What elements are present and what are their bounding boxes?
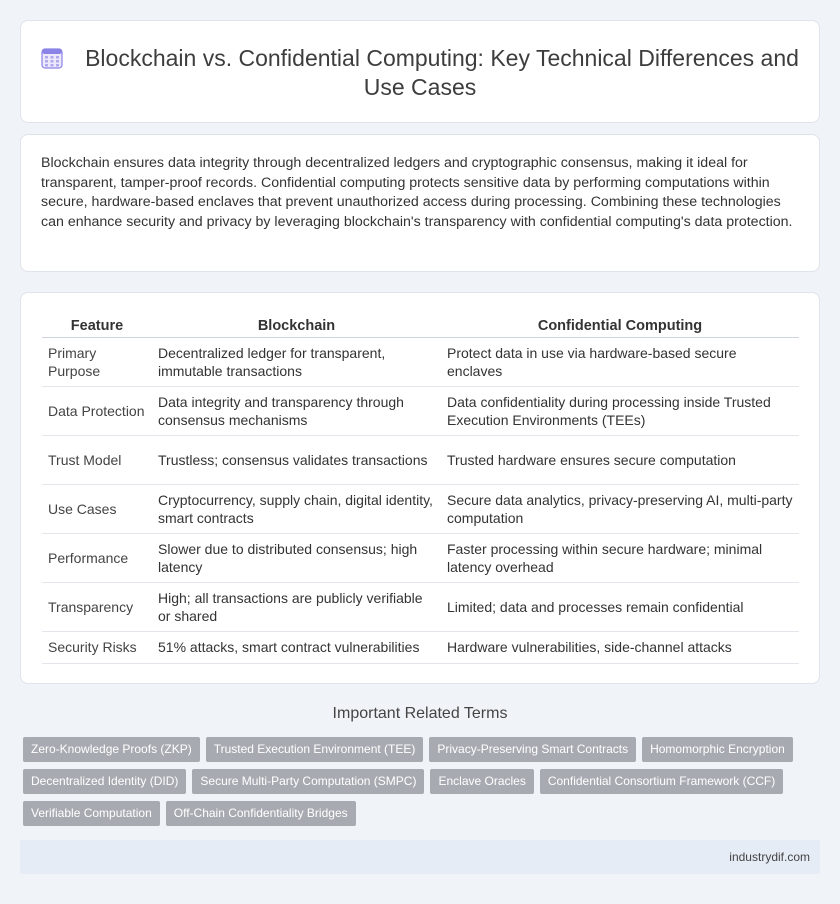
feature-cell: Use Cases — [42, 484, 152, 533]
feature-cell: Trust Model — [42, 435, 152, 484]
related-term-tag[interactable]: Zero-Knowledge Proofs (ZKP) — [23, 737, 200, 762]
header-feature: Feature — [42, 315, 152, 337]
confidential-cell: Hardware vulnerabilities, side-channel attacks — [441, 631, 799, 663]
blockchain-cell: Cryptocurrency, supply chain, digital identity, smart contracts — [152, 484, 441, 533]
feature-cell: Security Risks — [42, 631, 152, 663]
feature-cell: Performance — [42, 533, 152, 582]
footer — [20, 840, 820, 874]
page-title-text: Blockchain vs. Confidential Computing: Key Technical Differences and Use Cases — [85, 45, 799, 100]
table-row — [42, 337, 799, 386]
table-row — [42, 435, 799, 484]
confidential-cell: Protect data in use via hardware-based secure enclaves — [441, 337, 799, 386]
related-terms-list — [23, 737, 813, 833]
table-header-row — [42, 315, 799, 337]
table-row — [42, 582, 799, 631]
comparison-card — [20, 292, 820, 684]
related-term-tag[interactable]: Privacy-Preserving Smart Contracts — [429, 737, 636, 762]
blockchain-cell: Trustless; consensus validates transactions — [152, 435, 441, 484]
intro-card — [20, 134, 820, 272]
blockchain-cell: 51% attacks, smart contract vulnerabilities — [152, 631, 441, 663]
related-term-tag[interactable]: Secure Multi-Party Computation (SMPC) — [192, 769, 424, 794]
confidential-cell: Secure data analytics, privacy-preserving AI, multi-party computation — [441, 484, 799, 533]
table-row — [42, 533, 799, 582]
related-term-tag[interactable]: Decentralized Identity (DID) — [23, 769, 186, 794]
blockchain-cell: Slower due to distributed consensus; high latency — [152, 533, 441, 582]
feature-cell: Primary Purpose — [42, 337, 152, 386]
page-title — [21, 44, 819, 102]
footer-site-link[interactable]: industrydif.com — [729, 850, 810, 864]
feature-cell: Transparency — [42, 582, 152, 631]
related-term-tag[interactable]: Enclave Oracles — [430, 769, 533, 794]
blockchain-cell: High; all transactions are publicly verifiable or shared — [152, 582, 441, 631]
related-terms-heading: Important Related Terms — [332, 705, 508, 722]
feature-cell: Data Protection — [42, 386, 152, 435]
title-card — [20, 20, 820, 123]
related-term-tag[interactable]: Off-Chain Confidentiality Bridges — [166, 801, 356, 826]
related-term-tag[interactable]: Confidential Consortium Framework (CCF) — [540, 769, 783, 794]
confidential-cell: Trusted hardware ensures secure computation — [441, 435, 799, 484]
related-term-tag[interactable]: Homomorphic Encryption — [642, 737, 793, 762]
confidential-cell: Data confidentiality during processing inside Trusted Execution Environments (TEEs) — [441, 386, 799, 435]
table-row — [42, 631, 799, 663]
related-term-tag[interactable]: Verifiable Computation — [23, 801, 160, 826]
blockchain-cell: Decentralized ledger for transparent, immutable transactions — [152, 337, 441, 386]
comparison-table — [42, 315, 799, 664]
confidential-cell: Faster processing within secure hardware; minimal latency overhead — [441, 533, 799, 582]
header-blockchain: Blockchain — [152, 315, 441, 337]
intro-paragraph: Blockchain ensures data integrity through decentralized ledgers and cryptographic consensus, making it ideal for transparent, tamper-proof records. Confidential computing protects sensitive data by performing computations within secure, hardware-based enclaves that prevent unauthorized access during processing. Combining these technologies can enhance security and privacy by leveraging blockchain's transparency with confidential computing's data protection. — [41, 155, 793, 230]
table-row — [42, 386, 799, 435]
calendar-grid-icon — [41, 47, 63, 69]
header-confidential: Confidential Computing — [441, 315, 799, 337]
confidential-cell: Limited; data and processes remain confidential — [441, 582, 799, 631]
related-term-tag[interactable]: Trusted Execution Environment (TEE) — [206, 737, 424, 762]
table-row — [42, 484, 799, 533]
blockchain-cell: Data integrity and transparency through consensus mechanisms — [152, 386, 441, 435]
